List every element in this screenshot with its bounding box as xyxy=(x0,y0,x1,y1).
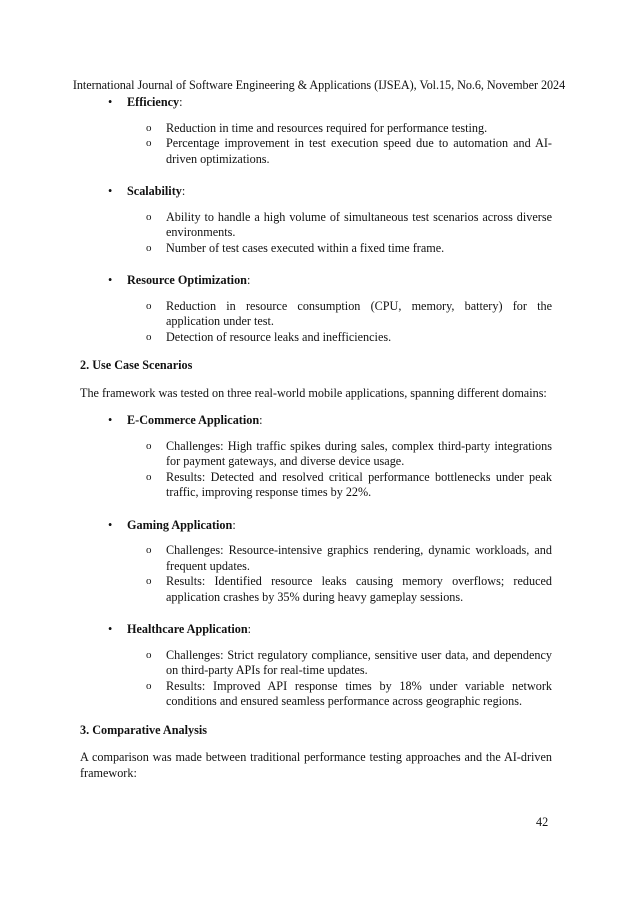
sub-bullet-icon: o xyxy=(146,210,152,223)
bullet-title: Gaming Application xyxy=(127,517,233,532)
bullet-resource-optimization xyxy=(80,273,552,289)
sub-item-text: Challenges: Resource-intensive graphics rendering, dynamic workloads, and frequent updates. xyxy=(166,543,552,573)
sub-list xyxy=(80,648,552,710)
sub-item xyxy=(80,679,552,710)
sub-item xyxy=(80,543,552,574)
sub-bullet-icon: o xyxy=(146,679,152,692)
sub-item xyxy=(80,574,552,605)
sub-list xyxy=(80,439,552,501)
sub-bullet-icon: o xyxy=(146,330,152,343)
sub-item-text: Detection of resource leaks and inefficiencies. xyxy=(166,329,392,344)
sub-item-text: Ability to handle a high volume of simultaneous test scenarios across diverse environments. xyxy=(166,209,552,239)
sub-item xyxy=(80,299,552,330)
sub-list xyxy=(80,543,552,605)
sub-item xyxy=(80,121,552,137)
sub-item xyxy=(80,470,552,501)
section-heading: 2. Use Case Scenarios xyxy=(80,358,193,372)
sub-bullet-icon: o xyxy=(146,299,152,312)
sub-item xyxy=(80,210,552,241)
page-body xyxy=(80,95,552,781)
bullet-dot-icon: • xyxy=(108,273,113,287)
section-intro: The framework was tested on three real-world mobile applications, spanning different domains: xyxy=(80,385,547,400)
bullet-title: Healthcare Application xyxy=(127,622,248,636)
bullet-dot-icon: • xyxy=(108,517,113,532)
sub-item-text: Challenges: Strict regulatory compliance, sensitive user data, and dependency on third-party APIs for real-time updates. xyxy=(166,647,552,677)
bullet-healthcare xyxy=(80,622,552,638)
sub-item-text: Reduction in resource consumption (CPU, memory, battery) for the application under test. xyxy=(166,298,552,328)
sub-list xyxy=(80,121,552,168)
sub-list xyxy=(80,299,552,346)
sub-item xyxy=(80,330,552,346)
sub-bullet-icon: o xyxy=(146,137,152,149)
bullet-colon: : xyxy=(232,517,236,532)
bullet-colon: : xyxy=(179,95,183,109)
sub-item-text: Results: Detected and resolved critical performance bottlenecks under peak traffic, improving response times by 22%. xyxy=(166,469,552,499)
page-number: 42 xyxy=(536,815,549,829)
sub-item-text: Challenges: High traffic spikes during sales, complex third-party integrations for payment gateways, and diverse device usage. xyxy=(166,438,552,468)
bullet-efficiency xyxy=(80,95,552,111)
sub-item-text: Results: Identified resource leaks causing memory overflows; reduced application crashes by 35% during heavy gameplay sessions. xyxy=(166,574,552,604)
sub-bullet-icon: o xyxy=(146,439,152,452)
bullet-dot-icon: • xyxy=(108,622,113,636)
bullet-colon: : xyxy=(181,184,186,198)
bullet-gaming xyxy=(80,518,552,534)
bullet-title: Resource Optimization xyxy=(127,273,247,287)
bullet-colon: : xyxy=(247,622,252,636)
sub-bullet-icon: o xyxy=(146,121,152,134)
bullet-dot-icon: • xyxy=(108,184,113,198)
sub-item xyxy=(80,136,552,167)
sub-list xyxy=(80,210,552,257)
section-heading: 3. Comparative Analysis xyxy=(80,722,207,737)
sub-bullet-icon: o xyxy=(146,575,152,587)
sub-item xyxy=(80,648,552,679)
bullet-title: E-Commerce Application xyxy=(127,413,260,427)
sub-item-text: Results: Improved API response times by 18% under variable network conditions and ensured seamless performance across geographic regions. xyxy=(166,678,552,708)
section-intro: A comparison was made between traditional performance testing approaches and the AI-driven framework: xyxy=(80,750,552,780)
sub-item-text: Percentage improvement in test execution speed due to automation and AI-driven optimizations. xyxy=(166,136,552,166)
sub-bullet-icon: o xyxy=(146,544,152,556)
bullet-dot-icon: • xyxy=(108,413,113,427)
sub-item-text: Reduction in time and resources required for performance testing. xyxy=(166,120,488,135)
bullet-colon: : xyxy=(259,413,263,427)
bullet-title: Efficiency xyxy=(127,95,180,109)
sub-bullet-icon: o xyxy=(146,648,152,661)
running-header: International Journal of Software Engineering & Applications (IJSEA), Vol.15, No.6, November 2024 xyxy=(72,78,566,92)
sub-item xyxy=(80,241,552,257)
bullet-colon: : xyxy=(246,273,251,287)
bullet-scalability xyxy=(80,184,552,200)
bullet-title: Scalability xyxy=(127,184,182,198)
sub-bullet-icon: o xyxy=(146,241,152,254)
bullet-ecommerce xyxy=(80,413,552,429)
sub-item-text: Number of test cases executed within a fixed time frame. xyxy=(166,240,445,255)
sub-bullet-icon: o xyxy=(146,470,152,483)
sub-item xyxy=(80,439,552,470)
bullet-dot-icon: • xyxy=(108,95,113,109)
